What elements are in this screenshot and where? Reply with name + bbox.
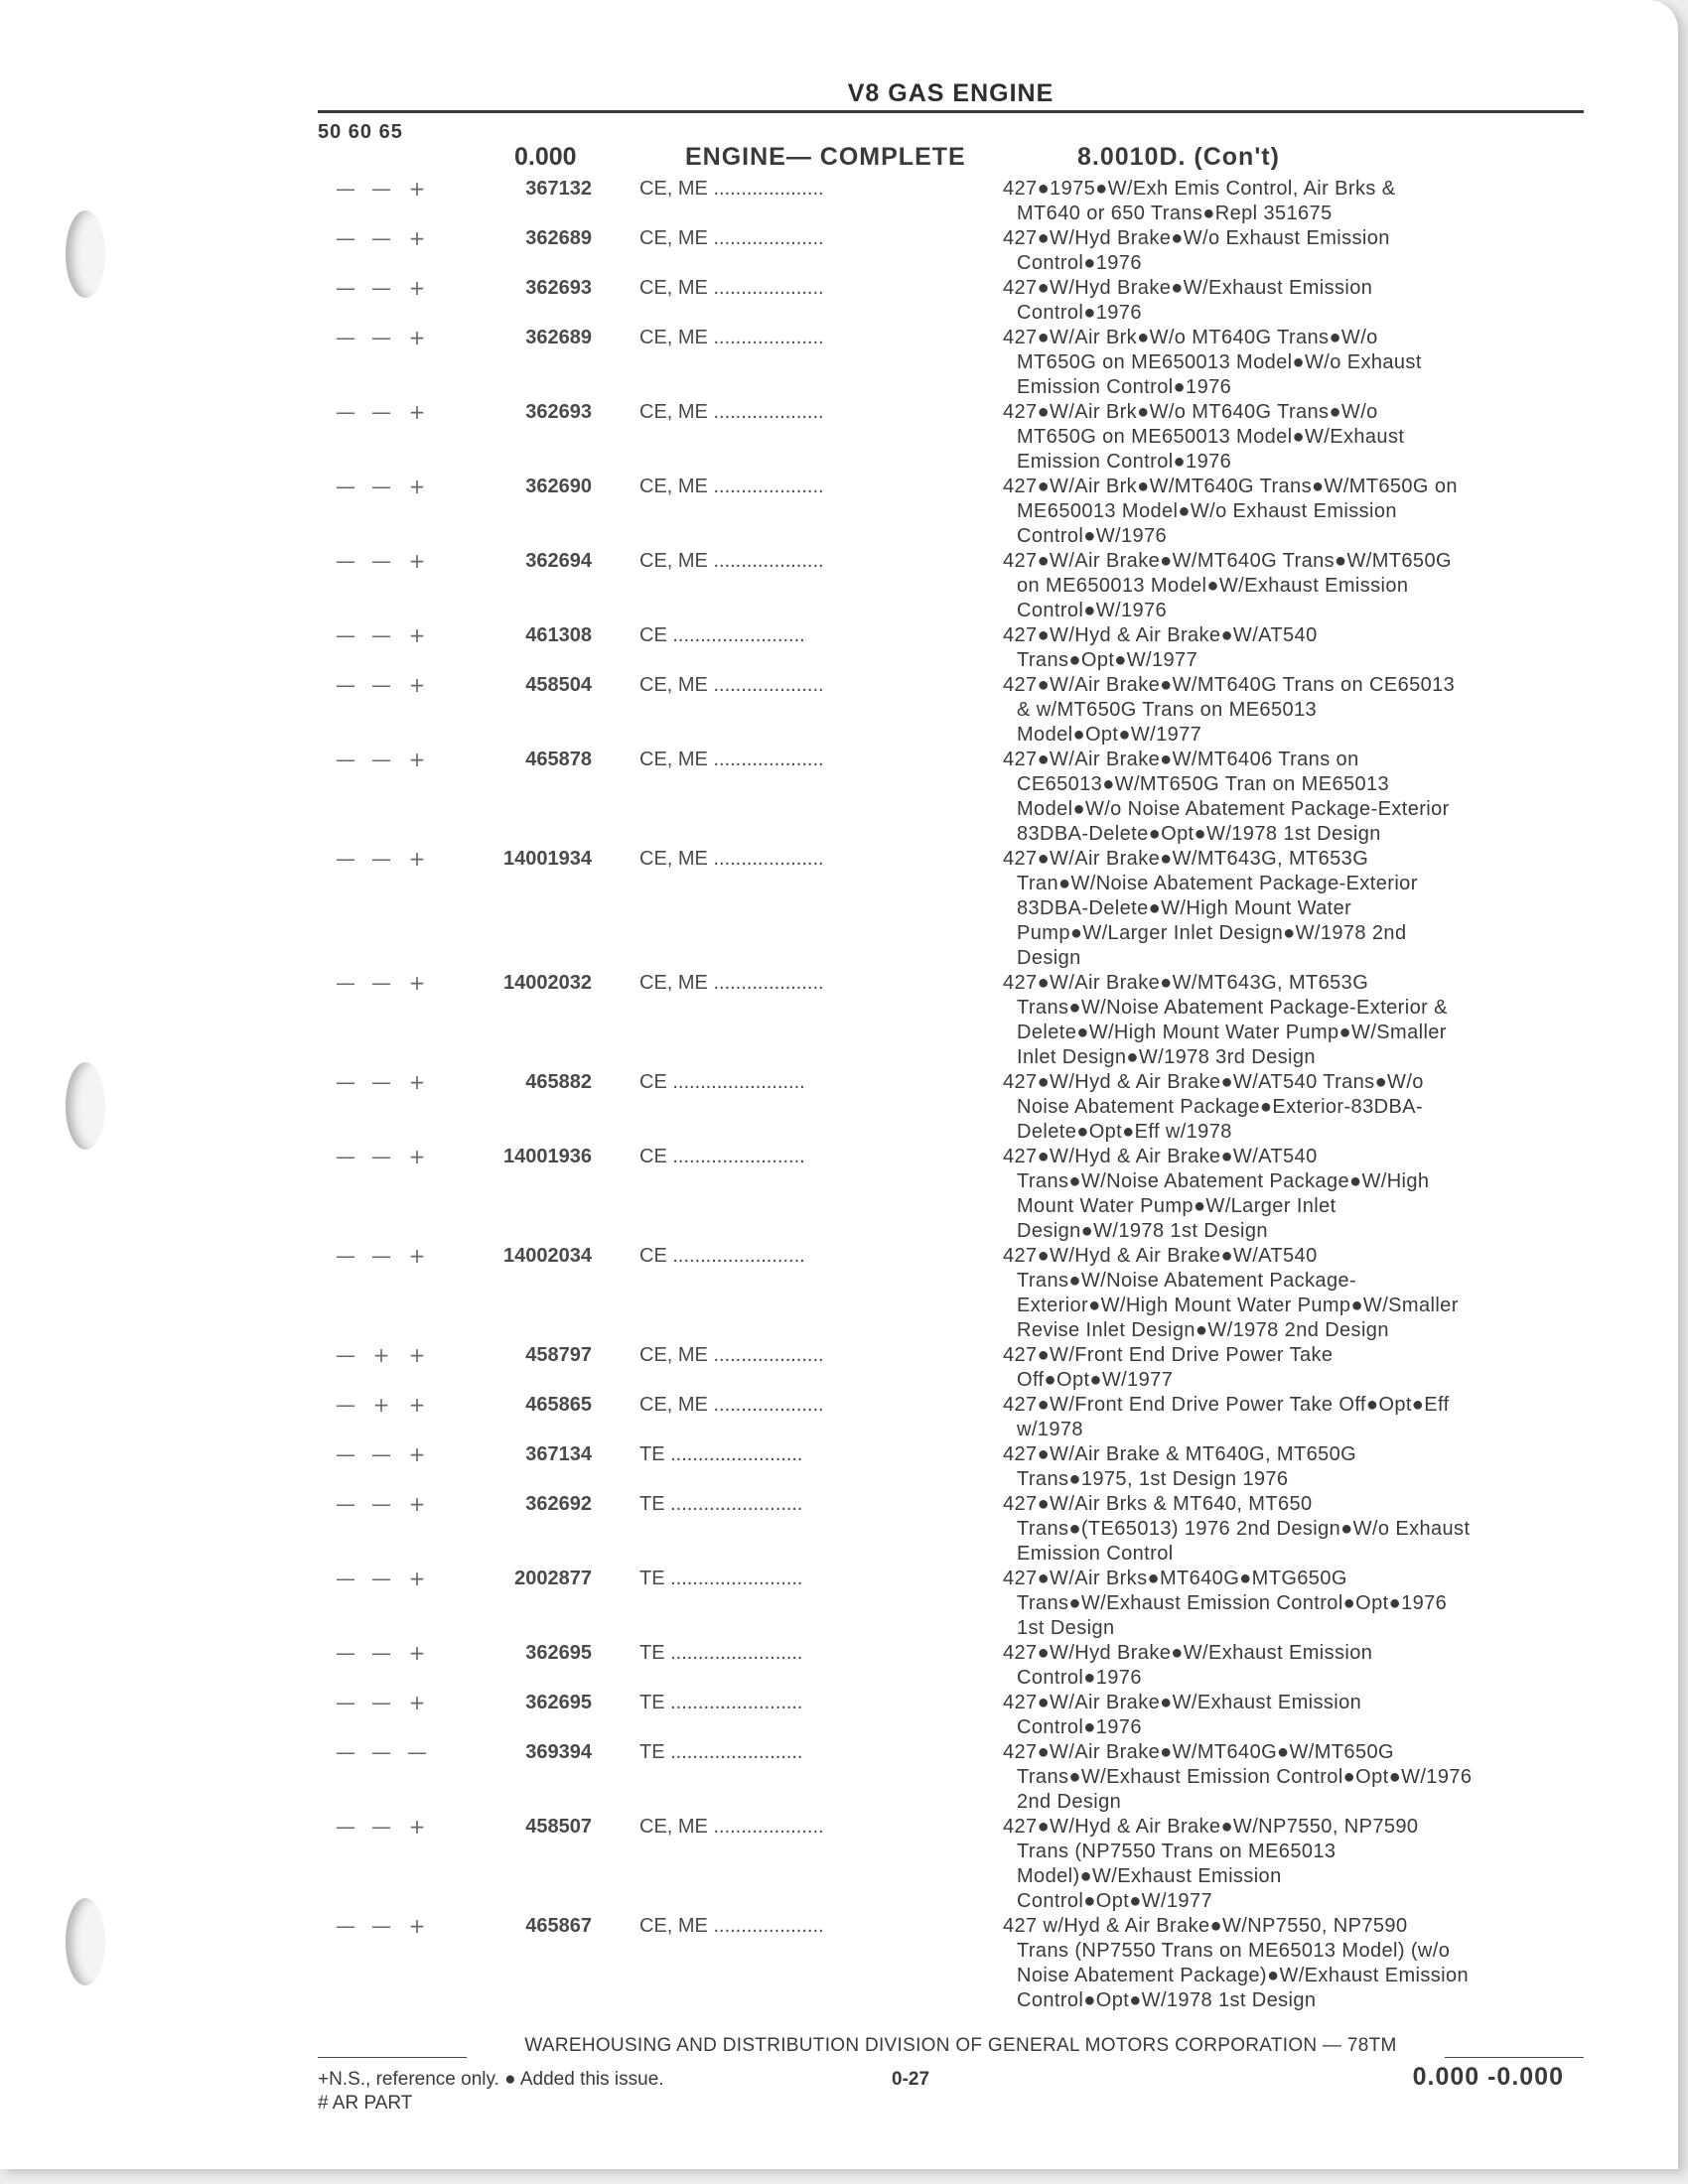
model-codes: CE ........................	[639, 1071, 805, 1093]
description-line: 427●W/Air Brks & MT640, MT650	[1003, 1493, 1313, 1515]
description-line: 427●W/Air Brk●W/MT640G Trans●W/MT650G on	[1003, 476, 1458, 497]
year-flag: —	[371, 475, 391, 498]
description-line: Noise Abatement Package)●W/Exhaust Emission	[1017, 1965, 1470, 1986]
model-codes: CE, ME ....................	[639, 227, 824, 249]
description-line: 427●W/Air Brake●W/MT640G Trans on CE65013	[1003, 674, 1456, 696]
year-flag: —	[336, 1815, 355, 1839]
model-codes: TE ........................	[639, 1443, 803, 1465]
page-title: V8 GAS ENGINE	[847, 79, 1055, 107]
table-row	[318, 748, 1584, 847]
description-line: Model●Opt●W/1977	[1017, 724, 1202, 746]
description-line: Noise Abatement Package●Exterior-83DBA-	[1017, 1096, 1423, 1118]
part-description	[1003, 1244, 1584, 1343]
model-codes: CE, ME ....................	[639, 749, 824, 770]
table-row	[318, 1070, 1584, 1145]
description-line: 427 w/Hyd & Air Brake●W/NP7550, NP7590	[1003, 1915, 1408, 1937]
part-number: 362694	[525, 550, 592, 572]
description-line: MT650G on ME650013 Model●W/Exhaust	[1017, 426, 1405, 448]
part-description	[1003, 847, 1584, 971]
description-line: Revise Inlet Design●W/1978 2nd Design	[1017, 1319, 1389, 1341]
year-flag: —	[336, 623, 355, 647]
description-line: Trans●Opt●W/1977	[1017, 649, 1198, 671]
part-description	[1003, 1641, 1584, 1691]
description-line: & w/MT650G Trans on ME65013	[1017, 699, 1318, 721]
description-line: 2nd Design	[1017, 1791, 1122, 1813]
year-flag: +	[408, 748, 426, 771]
year-flag: +	[408, 1567, 426, 1590]
part-description	[1003, 1442, 1584, 1492]
year-flag: —	[371, 1145, 391, 1168]
year-flag: —	[371, 1691, 391, 1714]
part-number: 362690	[525, 476, 592, 497]
part-description	[1003, 971, 1584, 1070]
year-flag: —	[407, 1740, 427, 1764]
description-line: ME650013 Model●W/o Exhaust Emission	[1017, 500, 1397, 522]
year-flag: —	[371, 1244, 391, 1268]
year-flag: +	[408, 475, 426, 498]
year-flag: —	[371, 177, 391, 201]
model-codes: CE, ME ....................	[639, 1816, 824, 1838]
table-row	[318, 326, 1584, 400]
part-description	[1003, 326, 1584, 400]
description-line: 427●W/Front End Drive Power Take	[1003, 1344, 1334, 1366]
part-number: 362693	[525, 277, 592, 299]
description-line: Trans●W/Noise Abatement Package-	[1017, 1270, 1357, 1292]
year-flag: +	[408, 1244, 426, 1268]
description-line: Mount Water Pump●W/Larger Inlet	[1017, 1195, 1336, 1217]
description-line: Control●1976	[1017, 302, 1142, 324]
description-line: 427●W/Air Brake●W/MT640G●W/MT650G	[1003, 1741, 1394, 1763]
description-line: Design	[1017, 947, 1081, 969]
binder-hole	[66, 1898, 105, 1985]
part-number: 369394	[525, 1741, 592, 1763]
description-line: Trans●W/Noise Abatement Package●W/High	[1017, 1170, 1430, 1192]
part-number: 465867	[525, 1915, 592, 1937]
description-line: 427●W/Air Brake & MT640G, MT650G	[1003, 1443, 1357, 1465]
year-flag: —	[371, 1070, 391, 1094]
description-line: 427●W/Air Brks●MT640G●MTG650G	[1003, 1568, 1347, 1589]
table-row	[318, 673, 1584, 748]
section-range: 0.000 -0.000	[1412, 2063, 1564, 2091]
year-flag: +	[408, 400, 426, 424]
year-flag: +	[408, 623, 426, 647]
year-flag: —	[336, 1914, 355, 1938]
part-number: 362689	[525, 327, 592, 348]
section-name: ENGINE— COMPLETE	[685, 143, 966, 171]
description-line: Delete●W/High Mount Water Pump●W/Smaller	[1017, 1022, 1447, 1043]
description-line: 83DBA-Delete●Opt●W/1978 1st Design	[1017, 823, 1381, 845]
year-flag: —	[336, 971, 355, 995]
year-flag: +	[372, 1343, 390, 1367]
description-line: Control●W/1976	[1017, 525, 1168, 547]
footer-rule-right	[1445, 2057, 1584, 2058]
description-line: 1st Design	[1017, 1617, 1115, 1639]
year-flag: —	[336, 1641, 355, 1665]
year-flag: —	[336, 1691, 355, 1714]
year-flag: +	[408, 1914, 426, 1938]
description-line: 427●W/Air Brake●W/MT640G Trans●W/MT650G	[1003, 550, 1452, 572]
table-row	[318, 1492, 1584, 1567]
part-description	[1003, 475, 1584, 549]
description-line: Trans (NP7550 Trans on ME65013 Model) (w/o	[1017, 1940, 1451, 1962]
year-flag: +	[408, 1641, 426, 1665]
part-description	[1003, 549, 1584, 623]
legend-reference-note: +N.S., reference only. ● Added this issue.	[318, 2069, 664, 2090]
year-flag: +	[408, 1343, 426, 1367]
description-line: 83DBA-Delete●W/High Mount Water	[1017, 897, 1352, 919]
part-number: 465865	[525, 1394, 592, 1416]
year-flag: —	[336, 177, 355, 201]
description-line: 427●W/Hyd Brake●W/Exhaust Emission	[1003, 277, 1373, 299]
part-description	[1003, 1567, 1584, 1641]
part-number: 465878	[525, 749, 592, 770]
table-row	[318, 1442, 1584, 1492]
description-line: Trans●1975, 1st Design 1976	[1017, 1468, 1289, 1490]
description-line: 427●W/Hyd & Air Brake●W/NP7550, NP7590	[1003, 1816, 1419, 1838]
year-flag: —	[371, 400, 391, 424]
description-line: 427●W/Air Brake●W/MT643G, MT653G	[1003, 848, 1369, 870]
year-flag: +	[408, 1442, 426, 1466]
year-flag: —	[336, 1145, 355, 1168]
table-row	[318, 1244, 1584, 1343]
model-codes: CE, ME ....................	[639, 327, 824, 348]
year-flag: +	[408, 549, 426, 573]
part-description	[1003, 1145, 1584, 1244]
description-line: w/1978	[1017, 1419, 1083, 1440]
model-codes: CE, ME ....................	[639, 550, 824, 572]
year-flag: —	[336, 226, 355, 250]
year-flag: +	[408, 673, 426, 697]
model-codes: TE ........................	[639, 1493, 803, 1515]
description-line: Control●Opt●W/1978 1st Design	[1017, 1989, 1317, 2011]
model-codes: CE, ME ....................	[639, 848, 824, 870]
table-row	[318, 177, 1584, 226]
footer-rule-left	[318, 2057, 467, 2058]
part-number: 362695	[525, 1692, 592, 1713]
catalog-content	[318, 79, 1584, 2013]
description-line: 427●W/Air Brake●W/MT643G, MT653G	[1003, 972, 1369, 994]
year-flag: —	[336, 1442, 355, 1466]
description-line: MT640 or 650 Trans●Repl 351675	[1017, 203, 1333, 224]
description-line: 427●1975●W/Exh Emis Control, Air Brks &	[1003, 178, 1396, 200]
description-line: Trans●(TE65013) 1976 2nd Design●W/o Exhaust	[1017, 1518, 1471, 1540]
binder-hole	[66, 210, 105, 298]
part-description	[1003, 748, 1584, 847]
year-flag: —	[371, 847, 391, 871]
year-flag: +	[408, 1145, 426, 1168]
year-flag: —	[371, 1914, 391, 1938]
description-line: 427●W/Front End Drive Power Take Off●Opt●Eff	[1003, 1394, 1450, 1416]
year-flag: +	[408, 1070, 426, 1094]
description-line: Off●Opt●W/1977	[1017, 1369, 1174, 1391]
description-line: 427●W/Hyd & Air Brake●W/AT540	[1003, 1146, 1318, 1167]
year-flag: —	[371, 673, 391, 697]
model-codes: CE, ME ....................	[639, 1394, 824, 1416]
description-line: 427●W/Hyd & Air Brake●W/AT540 Trans●W/o	[1003, 1071, 1424, 1093]
model-codes: CE ........................	[639, 1146, 805, 1167]
description-line: Delete●Opt●Eff w/1978	[1017, 1121, 1232, 1143]
table-row	[318, 226, 1584, 276]
description-line: 427●W/Hyd Brake●W/o Exhaust Emission	[1003, 227, 1390, 249]
year-flag: —	[336, 1492, 355, 1516]
description-line: Tran●W/Noise Abatement Package-Exterior	[1017, 873, 1418, 894]
part-description	[1003, 1914, 1584, 2013]
year-flag: —	[336, 748, 355, 771]
year-flag: —	[371, 1492, 391, 1516]
description-line: 427●W/Hyd Brake●W/Exhaust Emission	[1003, 1642, 1373, 1664]
division-text: WAREHOUSING AND DISTRIBUTION DIVISION OF GENERAL MOTORS CORPORATION — 78TM	[524, 2035, 1397, 2056]
description-line: MT650G on ME650013 Model●W/o Exhaust	[1017, 351, 1422, 373]
part-description	[1003, 1691, 1584, 1740]
table-row	[318, 475, 1584, 549]
table-row	[318, 1691, 1584, 1740]
description-line: Control●1976	[1017, 1667, 1142, 1689]
description-line: Design●W/1978 1st Design	[1017, 1220, 1268, 1242]
description-line: Control●1976	[1017, 252, 1142, 274]
year-flag: —	[371, 971, 391, 995]
part-number: 14002034	[503, 1245, 592, 1267]
year-flag: +	[408, 1492, 426, 1516]
table-row	[318, 549, 1584, 623]
model-codes: CE, ME ....................	[639, 1915, 824, 1937]
table-row	[318, 623, 1584, 673]
year-flag: —	[371, 326, 391, 349]
part-number: 367132	[525, 178, 592, 200]
section-header	[318, 137, 1584, 177]
table-row	[318, 1393, 1584, 1442]
year-flag: +	[408, 971, 426, 995]
description-line: Trans●W/Exhaust Emission Control●Opt●W/1976	[1017, 1766, 1473, 1788]
title-rule	[318, 110, 1584, 113]
year-flag: —	[336, 1070, 355, 1094]
legend-ar-part: # AR PART	[318, 2093, 413, 2114]
part-description	[1003, 1815, 1584, 1914]
description-line: Model●W/o Noise Abatement Package-Exterior	[1017, 798, 1450, 820]
year-flag: —	[371, 276, 391, 300]
year-flag: —	[371, 549, 391, 573]
table-row	[318, 1740, 1584, 1815]
part-description	[1003, 1070, 1584, 1145]
description-line: 427●W/Air Brake●W/MT6406 Trans on	[1003, 749, 1359, 770]
year-flag: —	[336, 1244, 355, 1268]
model-codes: CE, ME ....................	[639, 972, 824, 994]
part-number: 367134	[525, 1443, 592, 1465]
year-flag: —	[336, 673, 355, 697]
part-number: 458504	[525, 674, 592, 696]
year-flag: —	[336, 1740, 355, 1764]
model-codes: CE, ME ....................	[639, 674, 824, 696]
year-flag: —	[371, 1740, 391, 1764]
part-number: 14001936	[503, 1146, 592, 1167]
part-number: 362692	[525, 1493, 592, 1515]
model-codes: CE ........................	[639, 624, 805, 646]
table-row	[318, 276, 1584, 326]
table-row	[318, 1815, 1584, 1914]
description-line: 427●W/Hyd & Air Brake●W/AT540	[1003, 1245, 1318, 1267]
table-row	[318, 1145, 1584, 1244]
model-codes: TE ........................	[639, 1741, 803, 1763]
year-flag: —	[371, 226, 391, 250]
model-codes: CE ........................	[639, 1245, 805, 1267]
part-number: 461308	[525, 624, 592, 646]
year-flag: +	[408, 276, 426, 300]
section-code: 0.000	[514, 143, 577, 171]
year-flag: +	[408, 1691, 426, 1714]
year-flag: —	[336, 549, 355, 573]
model-years-header: 50 60 65	[318, 121, 403, 143]
description-line: Pump●W/Larger Inlet Design●W/1978 2nd	[1017, 922, 1407, 944]
table-row	[318, 1641, 1584, 1691]
year-flag: —	[336, 1567, 355, 1590]
year-flag: +	[408, 226, 426, 250]
description-line: Control●Opt●W/1977	[1017, 1890, 1212, 1912]
part-number: 458797	[525, 1344, 592, 1366]
part-number: 362695	[525, 1642, 592, 1664]
part-description	[1003, 1393, 1584, 1442]
table-row	[318, 400, 1584, 475]
description-line: 427●W/Air Brk●W/o MT640G Trans●W/o	[1003, 401, 1378, 423]
year-flag: —	[371, 748, 391, 771]
description-line: Emission Control	[1017, 1543, 1174, 1565]
table-row	[318, 1343, 1584, 1393]
year-flag: +	[408, 326, 426, 349]
year-flag: —	[336, 1343, 355, 1367]
year-flag: +	[408, 177, 426, 201]
part-description	[1003, 623, 1584, 673]
model-codes: TE ........................	[639, 1568, 803, 1589]
part-description	[1003, 1492, 1584, 1567]
part-number: 14002032	[503, 972, 592, 994]
description-line: 427●W/Hyd & Air Brake●W/AT540	[1003, 624, 1318, 646]
legend	[318, 2063, 1584, 2118]
year-flag: +	[408, 1815, 426, 1839]
model-codes: TE ........................	[639, 1692, 803, 1713]
description-line: Model)●W/Exhaust Emission	[1017, 1865, 1282, 1887]
page-footer	[318, 2035, 1584, 2118]
model-codes: CE, ME ....................	[639, 401, 824, 423]
division-line	[318, 2035, 1584, 2061]
year-flag: —	[336, 1393, 355, 1417]
part-number: 362689	[525, 227, 592, 249]
model-codes: CE, ME ....................	[639, 476, 824, 497]
model-codes: CE, ME ....................	[639, 1344, 824, 1366]
part-number: 14001934	[503, 848, 592, 870]
year-flag: —	[336, 475, 355, 498]
part-description	[1003, 177, 1584, 226]
year-flag: —	[336, 400, 355, 424]
description-line: Exterior●W/High Mount Water Pump●W/Smaller	[1017, 1295, 1459, 1316]
part-description	[1003, 400, 1584, 475]
part-number: 465882	[525, 1071, 592, 1093]
table-row	[318, 847, 1584, 971]
description-line: Trans●W/Noise Abatement Package-Exterior &	[1017, 997, 1448, 1019]
description-line: Control●1976	[1017, 1716, 1142, 1738]
description-line: 427●W/Air Brk●W/o MT640G Trans●W/o	[1003, 327, 1378, 348]
description-line: on ME650013 Model●W/Exhaust Emission	[1017, 575, 1409, 597]
part-description	[1003, 1740, 1584, 1815]
table-row	[318, 1567, 1584, 1641]
description-line: CE65013●W/MT650G Tran on ME65013	[1017, 773, 1390, 795]
model-codes: CE, ME ....................	[639, 277, 824, 299]
year-flag: +	[372, 1393, 390, 1417]
year-flag: —	[371, 1641, 391, 1665]
table-row	[318, 971, 1584, 1070]
description-line: 427●W/Air Brake●W/Exhaust Emission	[1003, 1692, 1362, 1713]
part-description	[1003, 276, 1584, 326]
description-line: Control●W/1976	[1017, 600, 1168, 621]
description-line: Emission Control●1976	[1017, 376, 1232, 398]
part-description	[1003, 1343, 1584, 1393]
parts-list	[318, 177, 1584, 2013]
part-description	[1003, 673, 1584, 748]
part-number: 362693	[525, 401, 592, 423]
model-codes: CE, ME ....................	[639, 178, 824, 200]
description-line: Emission Control●1976	[1017, 451, 1232, 473]
part-number: 2002877	[514, 1568, 592, 1589]
year-flag: —	[336, 276, 355, 300]
table-row	[318, 1914, 1584, 2013]
description-line: Inlet Design●W/1978 3rd Design	[1017, 1046, 1316, 1068]
binder-hole	[66, 1062, 105, 1150]
description-line: Trans●W/Exhaust Emission Control●Opt●1976	[1017, 1592, 1448, 1614]
part-description	[1003, 226, 1584, 276]
part-number: 458507	[525, 1816, 592, 1838]
year-flag: —	[371, 1815, 391, 1839]
year-flag: +	[408, 847, 426, 871]
page-number: 0-27	[892, 2069, 930, 2090]
year-flag: +	[408, 1393, 426, 1417]
model-codes: TE ........................	[639, 1642, 803, 1664]
year-flag: —	[371, 1442, 391, 1466]
year-flag: —	[336, 847, 355, 871]
section-reference: 8.0010D. (Con't)	[1077, 143, 1280, 171]
year-flag: —	[371, 623, 391, 647]
description-line: Trans (NP7550 Trans on ME65013	[1017, 1841, 1336, 1862]
year-flag: —	[336, 326, 355, 349]
year-flag: —	[371, 1567, 391, 1590]
